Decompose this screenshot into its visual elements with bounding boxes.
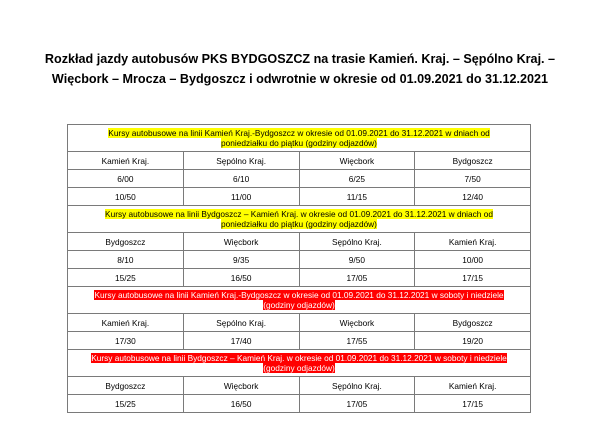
page-title [40,49,560,89]
stop-header: Kamień Kraj. [415,377,531,395]
stop-header: Bydgoszcz [415,314,531,332]
departure-time: 16/50 [183,269,299,287]
departure-time: 19/20 [415,332,531,350]
stop-header: Kamień Kraj. [68,152,184,170]
stop-header: Sępólno Kraj. [183,314,299,332]
table-row [68,395,531,413]
timetable [67,124,531,413]
section-4-stops-row [68,377,531,395]
stop-header: Sępólno Kraj. [183,152,299,170]
section-1-stops-row [68,152,531,170]
section-3-stops-row [68,314,531,332]
departure-time: 17/15 [415,269,531,287]
departure-time: 7/50 [415,170,531,188]
departure-time: 10/00 [415,251,531,269]
departure-time: 12/40 [415,188,531,206]
section-2-stops-row [68,233,531,251]
stop-header: Kamień Kraj. [415,233,531,251]
departure-time: 17/15 [415,395,531,413]
stop-header: Kamień Kraj. [68,314,184,332]
stop-header: Bydgoszcz [415,152,531,170]
section-1-heading [68,125,531,152]
stop-header: Sępólno Kraj. [299,377,415,395]
departure-time: 6/25 [299,170,415,188]
departure-time: 15/25 [68,395,184,413]
section-4-heading-line-1: Kursy autobusowe na linii Bydgoszcz – Kamień Kraj. w okresie od 01.09.2021 do 31.12.2021 w soboty i niedziele [91,353,507,363]
stop-header: Więcbork [299,314,415,332]
departure-time: 6/00 [68,170,184,188]
departure-time: 15/25 [68,269,184,287]
stop-header: Bydgoszcz [68,377,184,395]
departure-time: 6/10 [183,170,299,188]
departure-time: 16/50 [183,395,299,413]
stop-header: Bydgoszcz [68,233,184,251]
stop-header: Więcbork [183,233,299,251]
table-row [68,170,531,188]
departure-time: 17/55 [299,332,415,350]
section-1-heading-row [68,125,531,152]
section-2-heading [68,206,531,233]
section-3-heading-row [68,287,531,314]
departure-time: 8/10 [68,251,184,269]
section-1-heading-line-2: poniedziałku do piątku (godziny odjazdów) [221,138,377,148]
section-2-heading-row [68,206,531,233]
departure-time: 11/00 [183,188,299,206]
departure-time: 17/05 [299,269,415,287]
stop-header: Więcbork [183,377,299,395]
title-line-1: Rozkład jazdy autobusów PKS BYDGOSZCZ na trasie Kamień. Kraj. – Sępólno Kraj. – [44,52,556,66]
departure-time: 9/50 [299,251,415,269]
section-3-heading-line-2: (godziny odjazdów) [263,300,335,310]
table-row [68,332,531,350]
departure-time: 9/35 [183,251,299,269]
departure-time: 17/40 [183,332,299,350]
departure-time: 17/30 [68,332,184,350]
section-3-heading [68,287,531,314]
table-row [68,269,531,287]
stop-header: Więcbork [299,152,415,170]
departure-time: 17/05 [299,395,415,413]
table-row [68,251,531,269]
section-2-heading-line-2: poniedziałku do piątku (godziny odjazdów) [221,219,377,229]
section-4-heading [68,350,531,377]
section-2-heading-line-1: Kursy autobusowe na linii Bydgoszcz – Kamień Kraj. w okresie od 01.09.2021 do 31.12.2021 w dniach od [105,209,493,219]
departure-time: 11/15 [299,188,415,206]
section-3-heading-line-1: Kursy autobusowe na linii Kamień Kraj.-Bydgoszcz w okresie od 01.09.2021 do 31.12.2021 w soboty i niedziele [94,290,504,300]
section-1-heading-line-1: Kursy autobusowe na linii Kamień Kraj.-Bydgoszcz w okresie od 01.09.2021 do 31.12.2021 w dniach od [108,128,490,138]
section-4-heading-row [68,350,531,377]
departure-time: 10/50 [68,188,184,206]
section-4-heading-line-2: (godziny odjazdów) [263,363,335,373]
stop-header: Sępólno Kraj. [299,233,415,251]
title-line-2: Więcbork – Mrocza – Bydgoszcz i odwrotnie w okresie od 01.09.2021 do 31.12.2021 [51,72,549,86]
table-row [68,188,531,206]
